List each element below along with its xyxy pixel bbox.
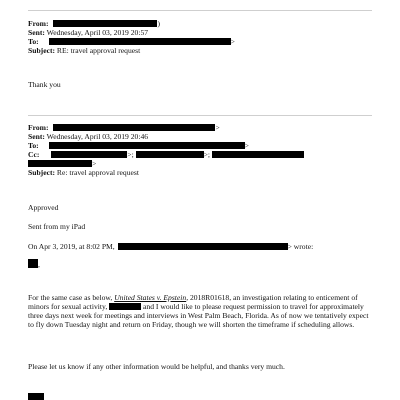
divider <box>28 10 372 11</box>
divider <box>28 115 372 116</box>
cc-line-continued <box>28 159 96 168</box>
subject-line <box>28 168 139 177</box>
subject-label: Subject: <box>28 168 55 177</box>
subject-value: Re: travel approval request <box>56 168 139 177</box>
paragraph-text: and I would like to please request permission to travel for approximately three days next week for meetings and interviews in West Palm Beach, Florida. As of now we tentatively expect to fly down Tuesday night and return on Friday, though we will shorten the timeframe if scheduling allows. <box>28 302 369 329</box>
body-text: Thank you <box>28 80 61 89</box>
to-line <box>28 141 249 150</box>
quote-prefix: On Apr 3, 2019, at 8:02 PM, <box>28 242 115 251</box>
subject-line <box>28 46 140 55</box>
redaction <box>51 151 127 158</box>
case-name: United States v. Epstein <box>114 293 187 302</box>
from-label: From: <box>28 19 49 28</box>
to-suffix: > <box>244 141 249 150</box>
redaction <box>118 243 288 250</box>
sent-line <box>28 28 148 37</box>
to-label: To: <box>28 141 39 150</box>
quote-suffix: > wrote: <box>287 242 314 251</box>
redaction <box>28 259 38 268</box>
from-label: From: <box>28 123 49 132</box>
quote-header <box>28 242 313 251</box>
redaction <box>53 20 157 27</box>
redaction <box>109 303 141 310</box>
sent-line <box>28 132 148 141</box>
paragraph-text: For the same case as below, <box>28 293 113 302</box>
redaction <box>212 151 304 158</box>
redaction <box>49 38 231 45</box>
sent-label: Sent: <box>28 132 45 141</box>
cc-end: > <box>92 159 97 168</box>
redaction <box>28 393 44 400</box>
sent-value: Wednesday, April 03, 2019 20:57 <box>46 28 149 37</box>
salutation-comma: , <box>38 260 40 269</box>
approved-text: Approved <box>28 203 59 212</box>
from-line <box>28 19 160 28</box>
subject-label: Subject: <box>28 46 55 55</box>
redaction <box>53 124 215 131</box>
from-suffix: > <box>215 123 220 132</box>
sent-label: Sent: <box>28 28 45 37</box>
to-label: To: <box>28 37 39 46</box>
body-paragraph <box>28 293 373 329</box>
subject-value: RE: travel approval request <box>56 46 141 55</box>
cc-separator: >; <box>203 150 211 159</box>
redaction <box>136 151 204 158</box>
sent-value: Wednesday, April 03, 2019 20:46 <box>46 132 149 141</box>
cc-separator: >; <box>127 150 134 159</box>
closing-paragraph: Please let us know if any other information would be helpful, and thanks very much. <box>28 362 285 371</box>
to-line <box>28 37 235 46</box>
to-suffix: > <box>230 37 235 46</box>
from-line <box>28 123 220 132</box>
signature-text: Sent from my iPad <box>28 222 86 231</box>
paragraph-text: , 2018R01618, an investigation relating to enticement of minors for sexual activity, <box>28 293 358 311</box>
cc-label: Cc: <box>28 150 40 159</box>
redaction <box>49 142 245 149</box>
cc-line <box>28 150 304 159</box>
redaction <box>28 160 92 167</box>
salutation <box>28 259 40 269</box>
from-suffix: ) <box>157 19 160 28</box>
